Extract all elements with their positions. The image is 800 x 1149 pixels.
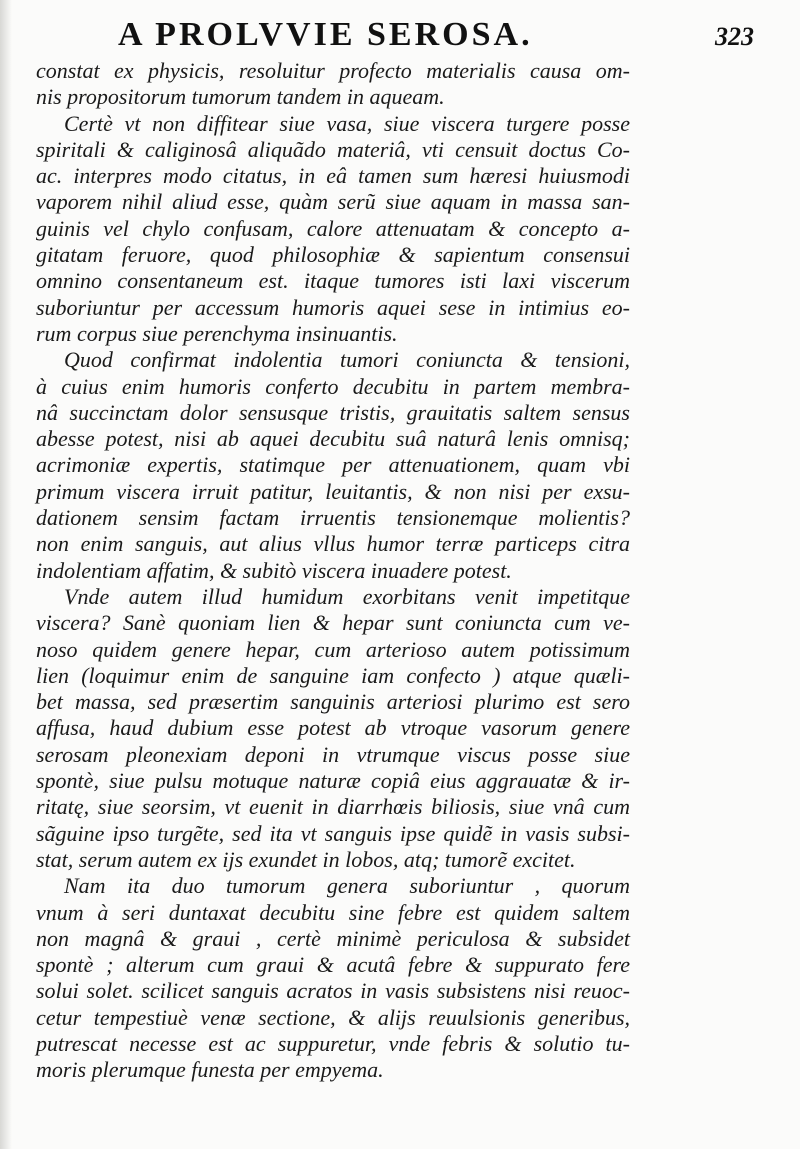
text-line: stat, serum autem ex ijs exundet in lobos, atq; tumorẽ excitet. (36, 846, 576, 872)
text-line: putrescat necesse est ac suppuretur, vnde febris & solutio tu- (36, 1030, 630, 1056)
paragraph (36, 111, 630, 348)
text-line: serosam pleonexiam deponi in vtrumque viscus posse siue (36, 741, 630, 767)
text-line: à cuius enim humoris conferto decubitu in partem membra- (36, 373, 630, 399)
text-line: spontè, siue pulsu motuque naturæ copiâ eius aggrauatæ & ir- (36, 768, 630, 794)
page-number: 323 (715, 22, 754, 51)
text-line: ac. interpres modo citatus, in eâ tamen sum hæresi huiusmodi (36, 163, 630, 189)
text-line: constat ex physicis, resoluitur profecto materialis causa om- (36, 58, 630, 83)
paragraph (36, 584, 630, 873)
text-line: moris plerumque funesta per empyema. (36, 1057, 384, 1083)
text-line: Certè vt non diffitear siue vasa, siue viscera turgere posse (64, 110, 630, 136)
text-line: primum viscera irruit patitur, leuitantis, & non nisi per exsu- (36, 478, 630, 504)
text-line: guinis vel chylo confusam, calore attenuatam & concepto a- (36, 215, 630, 241)
paragraph (36, 347, 630, 584)
text-line: bet massa, sed præsertim sanguinis arteriosi plurimo est sero (36, 689, 630, 715)
page-edge-shadow (0, 0, 12, 1149)
text-line: dationem sensim factam irruentis tensionemque molientis? (36, 505, 630, 531)
body-text (36, 58, 630, 1084)
text-line: omnino consentaneum est. itaque tumores isti laxi viscerum (36, 268, 630, 294)
page-header (40, 14, 780, 62)
text-line: vnum à seri duntaxat decubitu sine febre est quidem saltem (36, 899, 630, 925)
text-line: nâ succinctam dolor sensusque tristis, grauitatis saltem sensus (36, 399, 630, 425)
text-line: sãguine ipso turgẽte, sed ita vt sanguis ipse quidẽ in vasis subsi- (36, 820, 630, 846)
text-line: solui solet. scilicet sanguis acratos in vasis subsistens nisi reuoc- (36, 978, 630, 1004)
text-line: abesse potest, nisi ab aquei decubitu suâ naturâ lenis omnisq; (36, 426, 630, 452)
text-line: nis propositorum tumorum tandem in aqueam. (36, 84, 445, 110)
text-line: ritatę, siue seorsim, vt euenit in diarrhœis biliosis, siue vnâ cum (36, 794, 630, 820)
paragraph (36, 873, 630, 1083)
text-line: gitatam feruore, quod philosophiæ & sapientum consensui (36, 242, 630, 268)
text-line: Quod confirmat indolentia tumori coniuncta & tensioni, (64, 347, 630, 373)
text-line: affusa, haud dubium esse potest ab vtroque vasorum genere (36, 715, 630, 741)
text-line: indolentiam affatim, & subitò viscera inuadere potest. (36, 557, 512, 583)
text-line: lien (loquimur enim de sanguine iam confecto ) atque quæli- (36, 662, 630, 688)
text-line: cetur tempestiuè venæ sectione, & alijs reuulsionis generibus, (36, 1004, 630, 1030)
text-line: noso quidem genere hepar, cum arterioso autem potissimum (36, 636, 630, 662)
text-line: suboriuntur per accessum humoris aquei sese in intimius eo- (36, 294, 630, 320)
text-line: Nam ita duo tumorum genera suboriuntur , quorum (64, 873, 630, 899)
text-line: spiritali & caliginosâ aliquãdo materiâ, vti censuit doctus Co- (36, 136, 630, 162)
text-line: spontè ; alterum cum graui & acutâ febre & suppurato fere (36, 952, 630, 978)
text-line: vaporem nihil aliud esse, quàm serũ siue aquam in massa san- (36, 189, 630, 215)
text-line: rum corpus siue perenchyma insinuantis. (36, 320, 398, 346)
text-line: non enim sanguis, aut alius vllus humor terræ particeps citra (36, 531, 630, 557)
text-line: non magnâ & graui , certè minimè periculosa & subsidet (36, 925, 630, 951)
text-line: acrimoniæ expertis, statimque per attenuationem, quam vbi (36, 452, 630, 478)
text-line: viscera? Sanè quoniam lien & hepar sunt coniuncta cum ve- (36, 610, 630, 636)
running-head: A PROLVVIE SEROSA. (118, 16, 533, 53)
paragraph (36, 58, 630, 111)
text-line: Vnde autem illud humidum exorbitans venit impetitque (64, 583, 630, 609)
